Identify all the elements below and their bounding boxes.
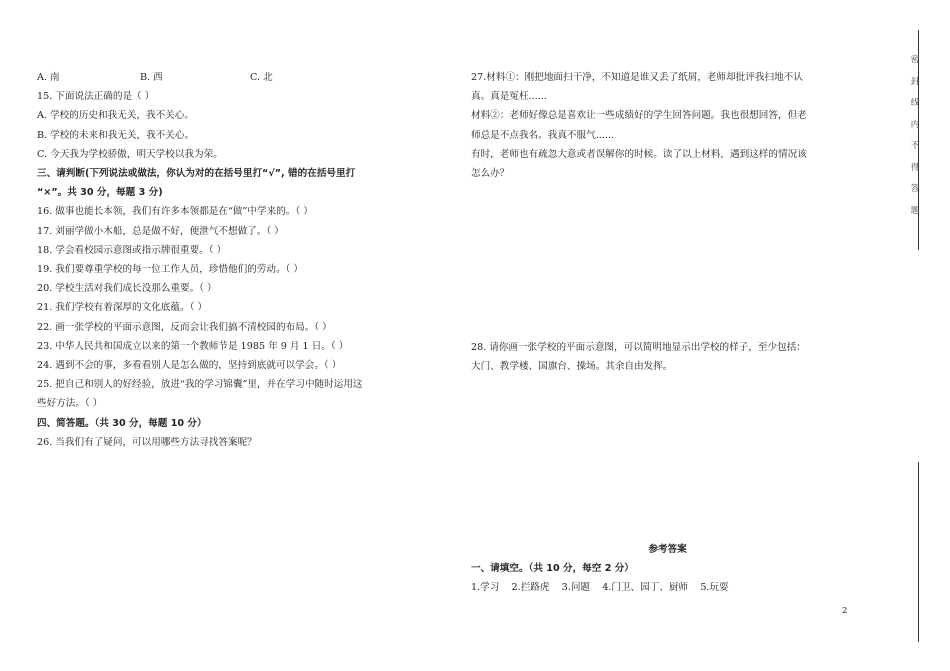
binding-char: 密 bbox=[910, 55, 920, 65]
question-22: 22. 画一张学校的平面示意图，反而会让我们搞不清校园的布局。（ ） bbox=[37, 321, 332, 333]
question-27-prompt: 有时，老师也有疏忽大意或者误解你的时候。读了以上材料，遇到这样的情况该 bbox=[471, 148, 807, 160]
binding-line-bottom bbox=[918, 462, 919, 642]
binding-char: 答 bbox=[910, 184, 920, 194]
binding-char: 不 bbox=[910, 141, 920, 151]
question-27-material-2-cont: 师总是不点我名。我真不服气...... bbox=[471, 129, 615, 141]
binding-char: 题 bbox=[910, 205, 920, 216]
binding-char: 得 bbox=[910, 162, 920, 173]
left-column bbox=[37, 68, 430, 452]
page-number: 2 bbox=[842, 606, 848, 616]
question-28: 28. 请你画一张学校的平面示意图，可以简明地显示出学校的样子，至少包括： bbox=[471, 342, 806, 354]
question-26: 26. 当我们有了疑问，可以用哪些方法寻找答案呢？ bbox=[37, 436, 257, 448]
section-3-heading: 三、请判断(下列说法或做法，你认为对的在括号里打“√”, 错的在括号里打 bbox=[37, 168, 356, 180]
question-27-prompt-cont: 怎么办？ bbox=[471, 168, 510, 180]
question-15-option-b: B. 学校的未来和我无关，我不关心。 bbox=[37, 129, 195, 141]
q14-options bbox=[37, 68, 430, 87]
binding-char: 线 bbox=[910, 98, 920, 108]
option-a: A. 南 bbox=[37, 72, 60, 83]
right-column bbox=[471, 68, 864, 377]
binding-char: 内 bbox=[910, 119, 920, 130]
answer-section-1-items: 1.学习 2.拦路虎 3.问题 4.门卫、园丁、厨师 5.玩耍 bbox=[471, 582, 729, 594]
question-20: 20. 学校生活对我们成长没那么重要。（ ） bbox=[37, 283, 217, 295]
question-27-material-1-cont: 真。真是冤枉...... bbox=[471, 91, 547, 103]
binding-char: 封 bbox=[910, 76, 920, 87]
question-21: 21. 我们学校有着深厚的文化底蕴。（ ） bbox=[37, 302, 208, 314]
question-19: 19. 我们要尊重学校的每一位工作人员，珍惜他们的劳动。（ ） bbox=[37, 264, 303, 276]
question-25: 25. 把自己和别人的好经验，放进“我的学习锦囊”里，并在学习中随时运用这 bbox=[37, 379, 363, 391]
question-18: 18. 学会看校园示意图或指示牌很重要。（ ） bbox=[37, 244, 227, 256]
question-17: 17. 刘丽学做小木船，总是做不好，便泄气不想做了。（ ） bbox=[37, 225, 284, 237]
option-c: C. 北 bbox=[250, 72, 273, 83]
section-3-heading-cont: “×”。共 30 分，每题 3 分) bbox=[37, 187, 163, 199]
question-25-cont: 些好方法。（ ） bbox=[37, 398, 103, 410]
answer-key bbox=[471, 540, 864, 598]
question-15-option-c: C. 今天我为学校骄傲，明天学校以我为荣。 bbox=[37, 148, 223, 160]
question-27-material-2: 材料②：老师好像总是喜欢让一些成绩好的学生回答问题。我也很想回答，但老 bbox=[471, 110, 807, 122]
section-4-heading: 四、简答题。（共 30 分，每题 10 分） bbox=[37, 417, 207, 429]
binding-margin-text bbox=[909, 50, 921, 222]
question-16: 16. 做事也能长本领，我们有许多本领都是在“做”中学来的。（ ） bbox=[37, 206, 313, 218]
question-15-option-a: A. 学校的历史和我无关，我不关心。 bbox=[37, 110, 194, 122]
answer-key-title: 参考答案 bbox=[648, 544, 687, 555]
question-28-cont: 大门、教学楼、国旗台、操场。其余自由发挥。 bbox=[471, 361, 673, 373]
option-b: B. 西 bbox=[140, 72, 163, 83]
answer-section-1-heading: 一、请填空。（共 10 分，每空 2 分） bbox=[471, 563, 634, 575]
question-23: 23. 中华人民共和国成立以来的第一个教师节是 1985 年 9 月 1 日。（ ） bbox=[37, 340, 349, 352]
question-24: 24. 遇到不会的事，多看看别人是怎么做的，坚持到底就可以学会。（ ） bbox=[37, 360, 342, 372]
question-15: 15. 下面说法正确的是（ ） bbox=[37, 91, 155, 103]
question-27-material-1: 27.材料①：刚把地面扫干净，不知道是谁又丢了纸屑，老师却批评我扫地不认 bbox=[471, 72, 803, 83]
